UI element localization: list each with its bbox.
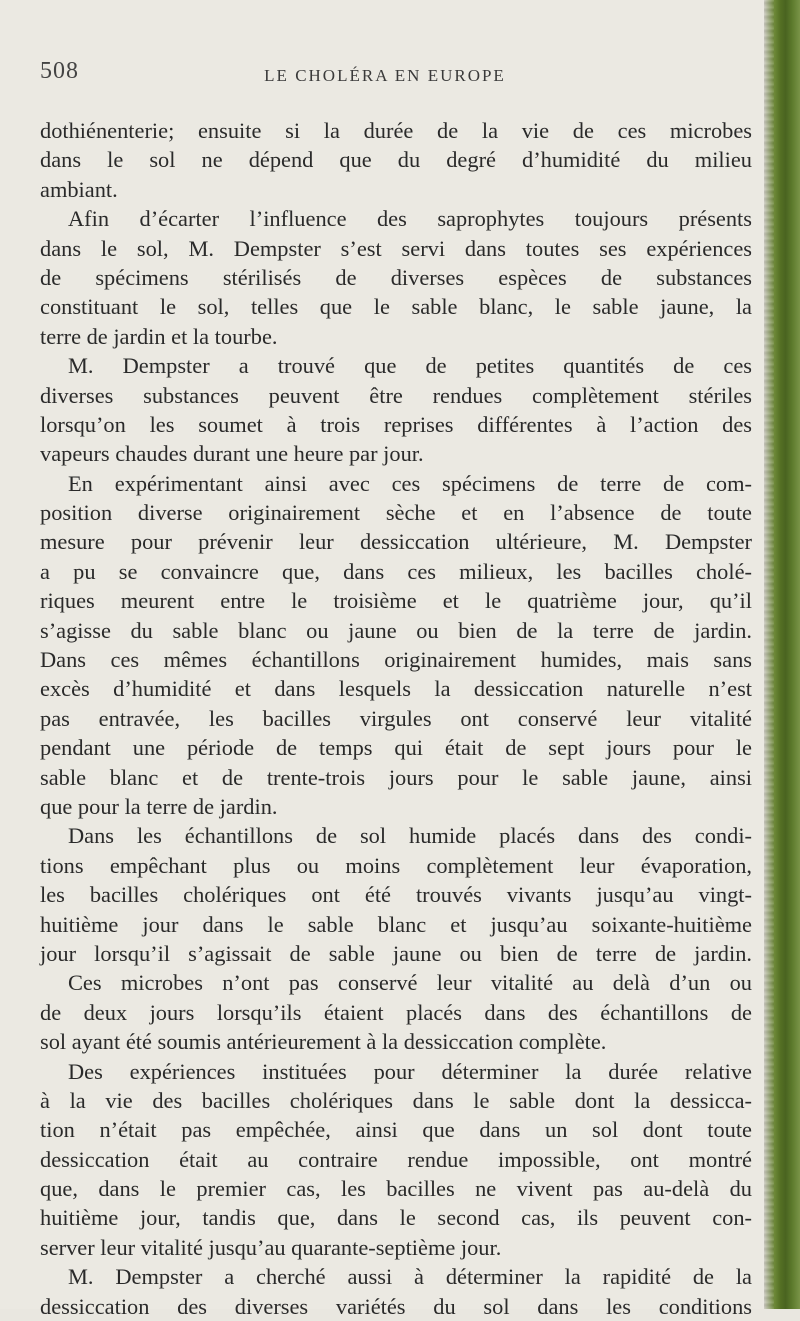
text-line: dans le sol, M. Dempster s’est servi dans toutes ses expériences <box>40 235 752 261</box>
text-line: tion n’était pas empêchée, ainsi que dans un sol dont toute <box>40 1117 752 1143</box>
running-title: LE CHOLÉRA EN EUROPE <box>264 66 506 85</box>
text-line: Des expériences instituées pour déterminer la durée relative <box>68 1058 752 1084</box>
text-line: constituant le sol, telles que le sable blanc, le sable jaune, la <box>40 294 752 320</box>
page-header <box>0 58 770 88</box>
text-line: sable blanc et de trente-trois jours pour le sable jaune, ainsi <box>40 764 752 790</box>
text-line: M. Dempster a cherché aussi à déterminer la rapidité de la <box>68 1264 752 1290</box>
text-line: position diverse originairement sèche et en l’absence de toute <box>40 500 752 526</box>
text-line: s’agisse du sable blanc ou jaune ou bien de la terre de jardin. <box>40 617 752 643</box>
text-line: Afin d’écarter l’influence des saprophytes toujours présents <box>68 206 752 232</box>
text-line: de deux jours lorsqu’ils étaient placés dans des échantillons de <box>40 999 752 1025</box>
text-line: que pour la terre de jardin. <box>40 793 278 819</box>
text-line: les bacilles cholériques ont été trouvés vivants jusqu’au vingt- <box>40 882 752 908</box>
text-line: dessiccation des diverses variétés du sol dans les conditions <box>40 1293 752 1319</box>
text-line: vapeurs chaudes durant une heure par jour. <box>40 441 424 467</box>
text-line: à la vie des bacilles cholériques dans le sable dont la dessicca- <box>40 1087 752 1113</box>
text-line: tions empêchant plus ou moins complètement leur évaporation, <box>40 852 752 878</box>
text-line: pas entravée, les bacilles virgules ont conservé leur vitalité <box>40 705 752 731</box>
page-edge-binding <box>764 0 800 1309</box>
text-line: dessiccation était au contraire rendue impossible, ont montré <box>40 1146 752 1172</box>
text-line: sol ayant été soumis antérieurement à la dessiccation complète. <box>40 1029 607 1055</box>
text-line: server leur vitalité jusqu’au quarante-septième jour. <box>40 1234 502 1260</box>
text-line: diverses substances peuvent être rendues complètement stériles <box>40 382 752 408</box>
body-text <box>40 116 752 1321</box>
text-line: En expérimentant ainsi avec ces spécimens de terre de com- <box>68 470 752 496</box>
text-line: ambiant. <box>40 176 118 202</box>
text-line: pendant une période de temps qui était de sept jours pour le <box>40 735 752 761</box>
text-line: mesure pour prévenir leur dessiccation ultérieure, M. Dempster <box>40 529 752 555</box>
text-line: huitième jour dans le sable blanc et jusqu’au soixante-huitième <box>40 911 752 937</box>
text-line: de spécimens stérilisés de diverses espèces de substances <box>40 264 752 290</box>
text-line: M. Dempster a trouvé que de petites quantités de ces <box>68 353 752 379</box>
text-line: Dans ces mêmes échantillons originairement humides, mais sans <box>40 647 752 673</box>
text-line: Ces microbes n’ont pas conservé leur vitalité au delà d’un ou <box>68 970 752 996</box>
text-line: dans le sol ne dépend que du degré d’humidité du milieu <box>40 147 752 173</box>
text-line: huitième jour, tandis que, dans le second cas, ils peuvent con- <box>40 1205 752 1231</box>
page-number: 508 <box>40 58 79 84</box>
text-line: riques meurent entre le troisième et le quatrième jour, qu’il <box>40 588 752 614</box>
text-line: a pu se convaincre que, dans ces milieux, les bacilles cholé- <box>40 558 752 584</box>
text-line: lorsqu’on les soumet à trois reprises différentes à l’action des <box>40 411 752 437</box>
text-line: excès d’humidité et dans lesquels la dessiccation naturelle n’est <box>40 676 752 702</box>
text-line: dothiénenterie; ensuite si la durée de la vie de ces microbes <box>40 118 752 143</box>
text-line: jour lorsqu’il s’agissait de sable jaune ou bien de terre de jardin. <box>40 940 752 966</box>
text-line: terre de jardin et la tourbe. <box>40 323 278 349</box>
text-line: que, dans le premier cas, les bacilles ne vivent pas au-delà du <box>40 1176 752 1202</box>
text-line: Dans les échantillons de sol humide placés dans des condi- <box>68 823 752 849</box>
